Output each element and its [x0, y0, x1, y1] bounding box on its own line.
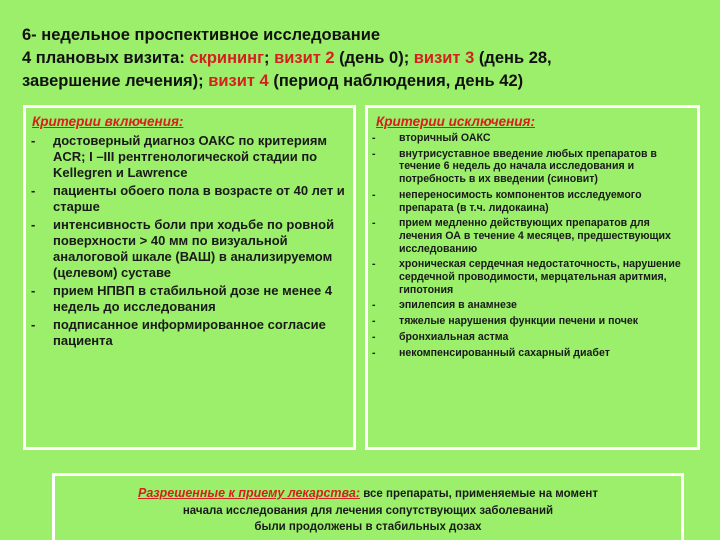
- inclusion-criteria-box: [23, 105, 356, 450]
- list-item: - непереносимость компонентов исследуемого препарата (в т.ч. лидокаина): [372, 188, 642, 214]
- title-line-3: завершение лечения); визит 4 (период наблюдения, день 42): [22, 72, 524, 90]
- title-line-2: 4 плановых визита: скрининг; визит 2 (день 0); визит 3 (день 28,: [22, 49, 552, 67]
- exclusion-list: [372, 132, 694, 362]
- allowed-medications-text: Разрешенные к приему лекарства: все препараты, применяемые на момент начала исследования для лечения сопутствующих заболеваний были продолжены в стабильных дозах: [137, 486, 599, 533]
- list-item: - прием медленно действующих препаратов для лечения ОА в течение 4 месяцев, предшествующих исследованию: [372, 217, 671, 255]
- allowed-medications-box: [52, 473, 684, 540]
- slide-title: [22, 24, 712, 93]
- allowed-heading: Разрешенные к приему лекарства:: [137, 486, 361, 500]
- list-item: - тяжелые нарушения функции печени и почек: [372, 315, 639, 328]
- list-item: - вторичный ОАКС: [372, 132, 491, 144]
- list-item: - прием НПВП в стабильной дозе не менее 4 недель до исследования: [31, 283, 333, 314]
- exclusion-heading: Критерии исключения:: [376, 114, 535, 129]
- list-item: - некомпенсированный сахарный диабет: [372, 346, 610, 359]
- list-item: - достоверный диагноз ОАКС по критериям ACR; I –III рентгенологической стадии по Kellegren и Lawrence: [31, 133, 328, 180]
- exclusion-criteria-box: [365, 105, 700, 450]
- inclusion-heading: Критерии включения:: [32, 114, 184, 129]
- visit-3: визит 3: [413, 49, 475, 67]
- visit-4: визит 4: [208, 72, 269, 90]
- title-line-1: 6- недельное проспективное исследование: [22, 26, 381, 44]
- list-item: - пациенты обоего пола в возрасте от 40 лет и старше: [31, 183, 345, 214]
- inclusion-list: [31, 133, 349, 351]
- list-item: - бронхиальная астма: [372, 330, 509, 343]
- list-item: - подписанное информированное согласие пациента: [31, 317, 326, 348]
- list-item: - хроническая сердечная недостаточность, нарушение сердечной проводимости, мерцательная аритмия, гипотония: [372, 258, 681, 296]
- visit-screening: скрининг: [189, 49, 265, 67]
- visit-2: визит 2: [274, 49, 335, 67]
- list-item: - внутрисуставное введение любых препаратов в течение 6 недель до начала исследования и потребность в их введении (синовит): [372, 147, 657, 186]
- list-item: - интенсивность боли при ходьбе по ровной поверхности > 40 мм по визуальной аналоговой шкале (ВАШ) в анализируемом (целевом) суставе: [31, 217, 335, 280]
- list-item: - эпилепсия в анамнезе: [372, 299, 517, 312]
